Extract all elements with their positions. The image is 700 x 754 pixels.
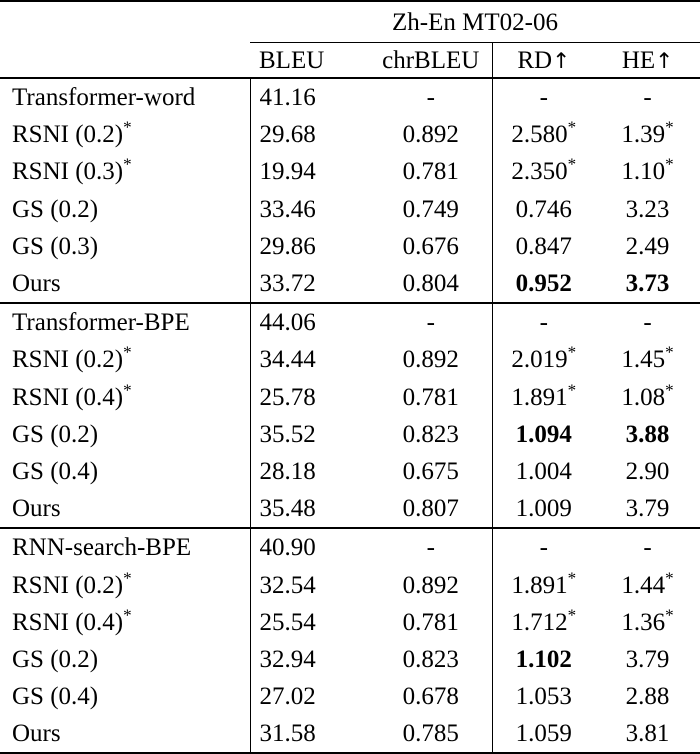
cell-rd: - xyxy=(492,303,595,341)
cell-bleu: 41.16 xyxy=(250,78,370,116)
cell-bleu: 31.58 xyxy=(250,715,370,753)
header-spanner-row xyxy=(0,1,700,42)
cell-bleu: 29.86 xyxy=(250,228,370,265)
cell-bleu: 40.90 xyxy=(250,528,370,566)
column-header-system xyxy=(0,43,250,78)
row-label-transformer-bpe-2: RSNI (0.4)* xyxy=(12,380,132,411)
row-label-transformer-word-0: Transformer-word xyxy=(0,78,250,116)
table-row xyxy=(0,78,700,116)
table-row xyxy=(0,228,700,265)
table-row xyxy=(0,303,700,341)
table-header xyxy=(0,1,700,78)
cell-chrbleu: 0.823 xyxy=(402,645,459,673)
cell-chrbleu: 0.804 xyxy=(402,270,459,298)
cell-chrbleu: 0.781 xyxy=(402,158,459,186)
cell-chrbleu: 0.749 xyxy=(402,195,459,223)
cell-rd: 0.847 xyxy=(492,228,595,265)
significance-asterisk: * xyxy=(665,117,674,137)
cell-he: 3.88 xyxy=(625,420,670,448)
row-label-rnn-search-bpe-3: GS (0.2) xyxy=(12,645,99,673)
column-header-row xyxy=(0,43,700,78)
table-row xyxy=(0,416,700,453)
table-row xyxy=(0,490,700,528)
cell-chrbleu: 0.807 xyxy=(402,495,459,523)
cell-he: 2.88 xyxy=(625,683,670,711)
cell-he: 2.49 xyxy=(625,232,670,260)
significance-asterisk: * xyxy=(567,380,577,400)
cell-rd: 1.712* xyxy=(492,604,595,641)
table-row xyxy=(0,341,700,378)
cell-he: - xyxy=(595,303,700,341)
row-label-transformer-bpe-5: Ours xyxy=(12,495,61,523)
cell-he: 1.10* xyxy=(621,155,674,186)
cell-rd: 1.891* xyxy=(492,379,595,416)
cell-bleu: 25.78 xyxy=(250,379,370,416)
up-arrow-icon: ↑ xyxy=(552,48,571,74)
significance-asterisk: * xyxy=(123,380,132,400)
cell-bleu: 35.48 xyxy=(250,490,370,528)
row-label-transformer-word-3: GS (0.2) xyxy=(12,195,99,223)
significance-asterisk: * xyxy=(123,155,132,175)
cell-he: - xyxy=(595,528,700,566)
significance-asterisk: * xyxy=(665,605,674,625)
cell-bleu: 33.46 xyxy=(250,191,370,228)
cell-rd: 1.059 xyxy=(492,715,595,753)
significance-asterisk: * xyxy=(665,380,674,400)
table-row xyxy=(0,116,700,153)
cell-he: 3.73 xyxy=(625,270,670,298)
significance-asterisk: * xyxy=(665,155,674,175)
significance-asterisk: * xyxy=(123,605,132,625)
row-label-rnn-search-bpe-5: Ours xyxy=(12,720,61,748)
row-label-transformer-word-1: RSNI (0.2)* xyxy=(12,117,132,149)
cell-chrbleu: - xyxy=(370,528,492,566)
significance-asterisk: * xyxy=(665,343,674,363)
cell-rd: 0.746 xyxy=(492,191,595,228)
cell-rd: 2.350* xyxy=(492,153,595,190)
cell-bleu: 19.94 xyxy=(250,153,370,190)
table-row xyxy=(0,191,700,228)
row-label-transformer-bpe-1: RSNI (0.2)* xyxy=(12,343,132,374)
cell-he: - xyxy=(595,78,700,116)
column-header-rd-label: RD xyxy=(517,46,553,74)
significance-asterisk: * xyxy=(567,155,577,175)
cell-bleu: 34.44 xyxy=(250,341,370,378)
cell-he: 1.36* xyxy=(621,605,674,636)
row-label-transformer-bpe-4: GS (0.4) xyxy=(12,457,99,485)
cell-chrbleu: 0.675 xyxy=(402,457,459,485)
cell-chrbleu: 0.678 xyxy=(402,683,459,711)
column-header-bleu: BLEU xyxy=(259,46,325,74)
row-label-transformer-bpe-0: Transformer-BPE xyxy=(0,303,250,341)
row-label-transformer-bpe-3: GS (0.2) xyxy=(12,420,99,448)
cell-bleu: 32.94 xyxy=(250,641,370,678)
cell-rd: 1.891* xyxy=(492,566,595,603)
table-row xyxy=(0,678,700,715)
row-label-rnn-search-bpe-0: RNN-search-BPE xyxy=(0,528,250,566)
cell-chrbleu: - xyxy=(370,78,492,116)
row-label-rnn-search-bpe-1: RSNI (0.2)* xyxy=(12,568,132,599)
table-row xyxy=(0,453,700,490)
cell-rd: - xyxy=(492,78,595,116)
significance-asterisk: * xyxy=(567,605,577,625)
cell-chrbleu: 0.892 xyxy=(402,346,459,374)
significance-asterisk: * xyxy=(567,117,577,137)
significance-asterisk: * xyxy=(567,343,577,363)
cell-he: 3.23 xyxy=(625,195,670,223)
column-header-he xyxy=(595,43,700,78)
row-label-transformer-word-5: Ours xyxy=(12,270,61,298)
cell-chrbleu: 0.892 xyxy=(402,571,459,599)
table-row xyxy=(0,641,700,678)
cell-he: 1.08* xyxy=(621,380,674,411)
table-row xyxy=(0,379,700,416)
cell-rd: 1.009 xyxy=(492,490,595,528)
cell-rd: 1.094 xyxy=(492,416,595,453)
cell-rd: 1.102 xyxy=(492,641,595,678)
row-label-rnn-search-bpe-4: GS (0.4) xyxy=(12,683,99,711)
cell-bleu: 33.72 xyxy=(250,265,370,303)
column-header-he-label: HE xyxy=(621,46,656,74)
cell-he: 1.44* xyxy=(621,568,674,599)
row-label-transformer-word-2: RSNI (0.3)* xyxy=(12,155,132,186)
cell-chrbleu: 0.785 xyxy=(402,720,459,748)
cell-bleu: 25.54 xyxy=(250,604,370,641)
table-body xyxy=(0,78,700,754)
significance-asterisk: * xyxy=(123,568,132,588)
cell-he: 1.45* xyxy=(621,343,674,374)
cell-he: 3.81 xyxy=(625,720,670,748)
column-header-chrbleu: chrBLEU xyxy=(382,46,480,74)
cell-he: 3.79 xyxy=(625,495,670,523)
significance-asterisk: * xyxy=(123,343,132,363)
cell-chrbleu: 0.823 xyxy=(402,420,459,448)
cell-he: 2.90 xyxy=(625,457,670,485)
table-row xyxy=(0,153,700,190)
cell-bleu: 28.18 xyxy=(250,453,370,490)
cell-chrbleu: 0.781 xyxy=(402,608,459,636)
cell-rd: 1.053 xyxy=(492,678,595,715)
cell-bleu: 27.02 xyxy=(250,678,370,715)
cell-rd: 2.019* xyxy=(492,341,595,378)
cell-chrbleu: 0.892 xyxy=(402,121,459,149)
table-row xyxy=(0,528,700,566)
column-header-rd xyxy=(492,43,595,78)
cell-he: 1.39* xyxy=(621,117,674,149)
significance-asterisk: * xyxy=(123,117,132,137)
significance-asterisk: * xyxy=(567,568,577,588)
table-row xyxy=(0,265,700,303)
cell-chrbleu: 0.676 xyxy=(402,232,459,260)
significance-asterisk: * xyxy=(665,568,674,588)
spanner-blank-cell xyxy=(0,1,250,42)
cell-rd: 1.004 xyxy=(492,453,595,490)
cell-bleu: 44.06 xyxy=(250,303,370,341)
cell-he: 3.79 xyxy=(625,645,670,673)
cell-bleu: 32.54 xyxy=(250,566,370,603)
cell-bleu: 35.52 xyxy=(250,416,370,453)
cell-bleu: 29.68 xyxy=(250,116,370,153)
table-row xyxy=(0,604,700,641)
spanner-header-zh-en: Zh-En MT02-06 xyxy=(250,1,700,42)
table-row xyxy=(0,566,700,603)
cell-rd: 0.952 xyxy=(492,265,595,303)
row-label-transformer-word-4: GS (0.3) xyxy=(12,232,99,260)
cell-rd: - xyxy=(492,528,595,566)
cell-rd: 2.580* xyxy=(492,116,595,153)
up-arrow-icon: ↑ xyxy=(655,48,674,74)
cell-chrbleu: 0.781 xyxy=(402,383,459,411)
row-label-rnn-search-bpe-2: RSNI (0.4)* xyxy=(12,605,132,636)
cell-chrbleu: - xyxy=(370,303,492,341)
